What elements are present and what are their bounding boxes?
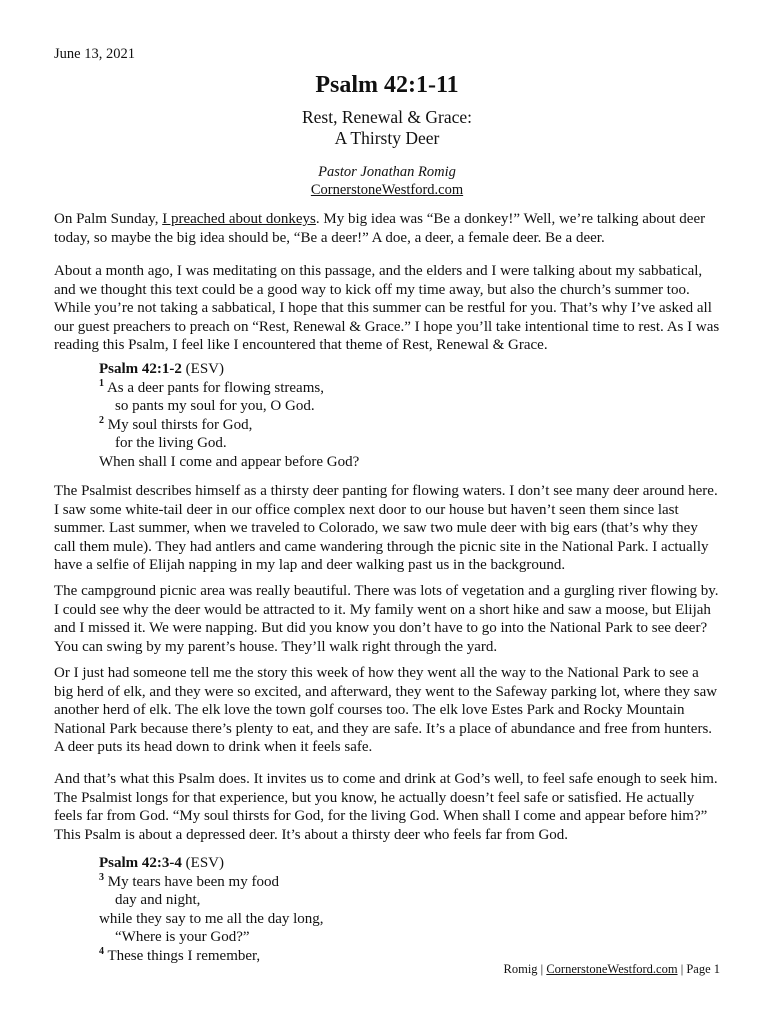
footer-page-number: | Page 1 xyxy=(677,962,720,976)
verse-line xyxy=(99,379,359,398)
scripture-block-1 xyxy=(99,360,359,471)
subtitle-line-1: Rest, Renewal & Grace: xyxy=(301,107,473,127)
scripture-version: (ESV) xyxy=(181,855,224,871)
paragraph-5: Or I just had someone tell me the story this week of how they went all the way to the National Park to see a big herd of elk, and they were so excited, and afterward, they went to the Safeway parking lot, where they saw another herd of elk. The elk love the town golf courses too. The elk love Estes Park and Rocky Mountain National Park because there’s plenty to eat, and they are safe. It’s a place of abundance and free from hunters. A deer puts its head down to drink when it feels safe. xyxy=(54,665,718,755)
paragraph-1-end: . My big idea was “Be a donkey!” Well, we’re talking about deer today, so maybe the big idea should be, “Be a deer!” A doe, a deer, a female deer. Be a deer. xyxy=(54,211,706,246)
verse-line: while they say to me all the day long, xyxy=(99,910,324,927)
author-block xyxy=(54,163,720,199)
footer-author: Romig | xyxy=(503,962,547,976)
verse-text: My tears have been my food xyxy=(107,873,279,890)
verse-line xyxy=(99,947,324,966)
verse-text: My soul thirsts for God, xyxy=(107,416,253,433)
scripture-version: (ESV) xyxy=(181,361,224,377)
scripture-heading xyxy=(99,854,324,873)
footer-website-link[interactable]: CornerstoneWestford.com xyxy=(546,962,678,976)
sermon-date: June 13, 2021 xyxy=(54,46,135,62)
verse-line: When shall I come and appear before God? xyxy=(99,453,360,470)
page-footer xyxy=(504,962,720,977)
paragraph-2: About a month ago, I was meditating on this passage, and the elders and I were talking about my sabbatical, and we thought this text could be a good way to kick off my time away, but also the church’s summer too. While you’re not taking a sabbatical, I hope that this summer can be restful for you. That’s why I’ve asked all our guest preachers to preach on “Rest, Renewal & Grace.” I hope you’ll take intentional time to rest. As I was reading this Psalm, I feel like I encountered that theme of Rest, Renewal & Grace. xyxy=(54,263,720,353)
verse-line: “Where is your God?” xyxy=(115,929,250,945)
verse-line: day and night, xyxy=(115,892,201,908)
verse-line xyxy=(99,416,359,435)
donkeys-sermon-link[interactable]: I preached about donkeys xyxy=(162,211,316,227)
scripture-heading xyxy=(99,360,359,379)
scripture-block-2 xyxy=(99,854,324,965)
verse-line: so pants my soul for you, O God. xyxy=(115,398,315,414)
website-link[interactable]: CornerstoneWestford.com xyxy=(310,182,464,198)
verse-line: for the living God. xyxy=(115,435,227,451)
verse-number: 1 xyxy=(99,377,104,389)
scripture-reference: Psalm 42:1-2 xyxy=(99,361,182,377)
page-title: Psalm 42:1-11 xyxy=(315,72,459,98)
sermon-subtitle xyxy=(54,107,720,149)
verse-text: As a deer pants for flowing streams, xyxy=(106,379,324,396)
scripture-reference: Psalm 42:3-4 xyxy=(99,855,182,871)
verse-line xyxy=(99,873,324,892)
verse-number: 3 xyxy=(99,871,104,883)
verse-text: These things I remember, xyxy=(107,947,261,964)
paragraph-1-start: On Palm Sunday, xyxy=(54,211,163,227)
verse-number: 2 xyxy=(99,414,104,426)
paragraph-3: The Psalmist describes himself as a thirsty deer panting for flowing waters. I don’t see many deer around here. I saw some white-tail deer in our office complex next door to our house but haven’t seen them since last summer. Last summer, when we traveled to Colorado, we saw two mule deer with big ears (that’s why they call them mule). They had antlers and came wandering through the picnic site in the National Park. I actually have a selfie of Elijah napping in my lap and deer walking past us in the background. xyxy=(54,483,718,573)
subtitle-line-2: A Thirsty Deer xyxy=(334,128,440,148)
author-name: Pastor Jonathan Romig xyxy=(318,164,456,180)
paragraph-1 xyxy=(54,210,720,247)
verse-number: 4 xyxy=(99,945,104,957)
paragraph-4: The campground picnic area was really beautiful. There was lots of vegetation and a gurgling river flowing by. I could see why the deer would be attracted to it. My family went on a short hike and saw a moose, but Elijah and I missed it. We were napping. But did you know you don’t have to go into the National Park to see deer? You can swing by my parent’s house. They’ll walk right through the yard. xyxy=(54,583,719,655)
paragraph-6: And that’s what this Psalm does. It invites us to come and drink at God’s well, to feel safe enough to seek him. The Psalmist longs for that experience, but you know, he actually doesn’t feel safe or satisfied. He actually feels far from God. “My soul thirsts for God, for the living God. When shall I come and appear before him?” This Psalm is about a depressed deer. It’s about a thirsty deer who feels far from God. xyxy=(54,771,718,843)
